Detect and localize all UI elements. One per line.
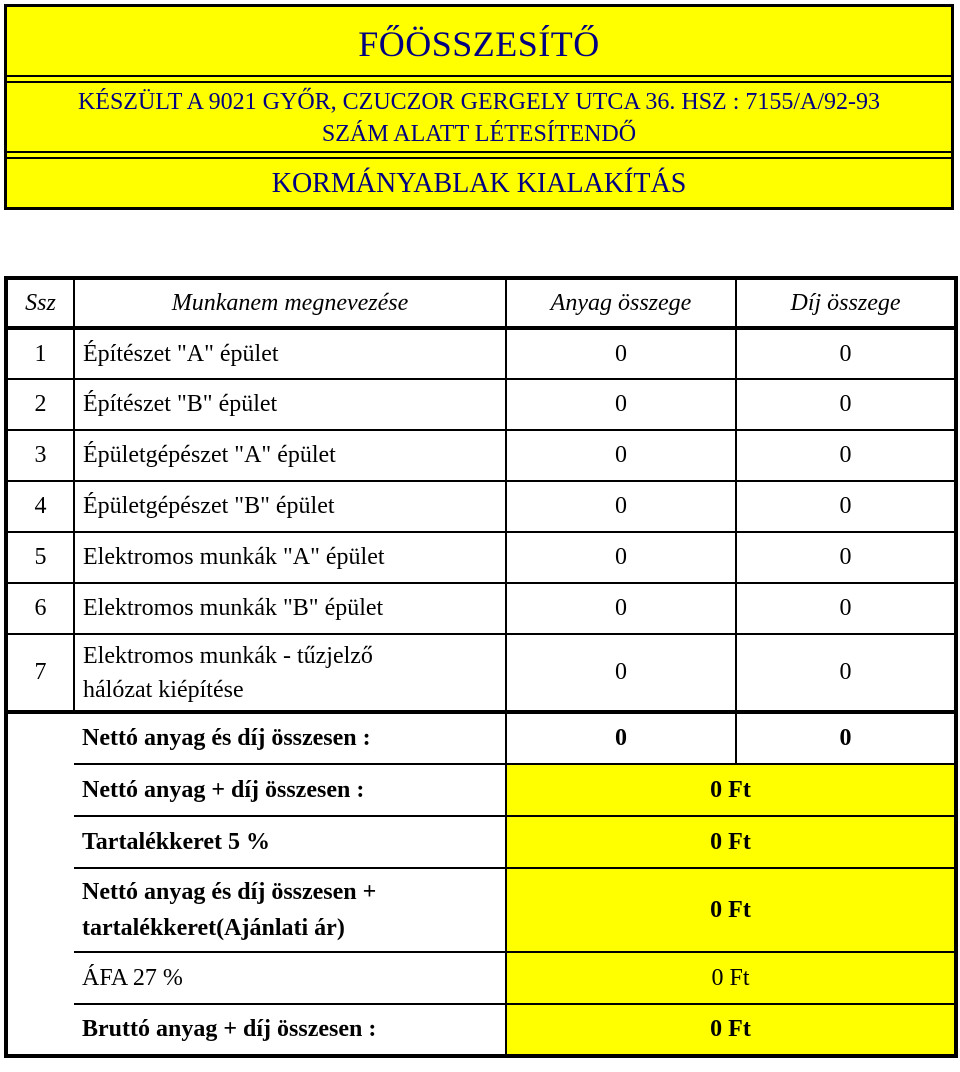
total-row [6,868,956,952]
subtotal-label: Nettó anyag és díj összesen : [74,712,506,764]
row-name: Építészet "A" épület [74,328,506,379]
reserve-value: 0 Ft [506,816,956,868]
project-name: KORMÁNYABLAK KIALAKÍTÁS [271,168,687,199]
total-spacer [6,952,74,1004]
total-spacer [6,816,74,868]
row-material: 0 [506,532,736,583]
row-material: 0 [506,430,736,481]
table-header-row [6,278,956,328]
row-name-line2: hálózat kiépítése [83,676,244,703]
row-fee: 0 [736,481,956,532]
summary-table [4,276,958,1058]
total-row [6,816,956,868]
divider [7,157,951,159]
document-title: FŐÖSSZESÍTŐ [358,24,600,64]
row-number: 4 [6,481,74,532]
offer-price-label-line2: tartalékkeret(Ajánlati ár) [82,915,345,941]
total-row [6,952,956,1004]
table-row [6,583,956,634]
row-material: 0 [506,583,736,634]
total-row [6,764,956,816]
divider [7,81,951,83]
row-name: Elektromos munkák "A" épület [74,532,506,583]
net-total-label: Nettó anyag + díj összesen : [74,764,506,816]
header-box [4,4,954,210]
row-fee: 0 [736,532,956,583]
table-row [6,634,956,712]
project-address-line2: SZÁM ALATT LÉTESÍTENDŐ [321,121,637,147]
total-spacer [6,764,74,816]
row-name [74,634,506,712]
project-address-line1: KÉSZÜLT A 9021 GYŐR, CZUCZOR GERGELY UTCA 36. HSZ : 7155/A/92-93 [77,89,881,115]
row-name: Épületgépészet "A" épület [74,430,506,481]
reserve-label: Tartalékkeret 5 % [74,816,506,868]
row-number: 1 [6,328,74,379]
row-name: Elektromos munkák "B" épület [74,583,506,634]
table-row [6,481,956,532]
column-header-ssz: Ssz [6,278,74,328]
row-fee: 0 [736,430,956,481]
project-address [7,86,951,150]
row-material: 0 [506,634,736,712]
divider [7,75,951,77]
net-total-value: 0 Ft [506,764,956,816]
total-spacer [6,1004,74,1056]
row-number: 7 [6,634,74,712]
offer-price-value: 0 Ft [506,868,956,952]
row-material: 0 [506,481,736,532]
gross-total-label: Bruttó anyag + díj összesen : [74,1004,506,1056]
row-material: 0 [506,328,736,379]
subtotal-material: 0 [506,712,736,764]
row-material: 0 [506,379,736,430]
row-name: Épületgépészet "B" épület [74,481,506,532]
row-number: 5 [6,532,74,583]
table-row [6,430,956,481]
column-header-material: Anyag összege [506,278,736,328]
subtotal-spacer [6,712,74,764]
total-spacer [6,868,74,952]
row-fee: 0 [736,328,956,379]
row-number: 6 [6,583,74,634]
offer-price-label-line1: Nettó anyag és díj összesen + [82,879,377,905]
row-fee: 0 [736,583,956,634]
offer-price-label [74,868,506,952]
vat-value: 0 Ft [506,952,956,1004]
gross-total-value: 0 Ft [506,1004,956,1056]
row-number: 3 [6,430,74,481]
row-name-line1: Elektromos munkák - tűzjelző [83,642,373,669]
subtotal-fee: 0 [736,712,956,764]
row-name: Építészet "B" épület [74,379,506,430]
table-row [6,532,956,583]
column-header-fee: Díj összege [736,278,956,328]
total-row [6,1004,956,1056]
table-row [6,379,956,430]
table-row [6,328,956,379]
row-fee: 0 [736,634,956,712]
row-number: 2 [6,379,74,430]
row-fee: 0 [736,379,956,430]
vat-label: ÁFA 27 % [74,952,506,1004]
divider [7,151,951,153]
subtotal-row [6,712,956,764]
column-header-name: Munkanem megnevezése [74,278,506,328]
